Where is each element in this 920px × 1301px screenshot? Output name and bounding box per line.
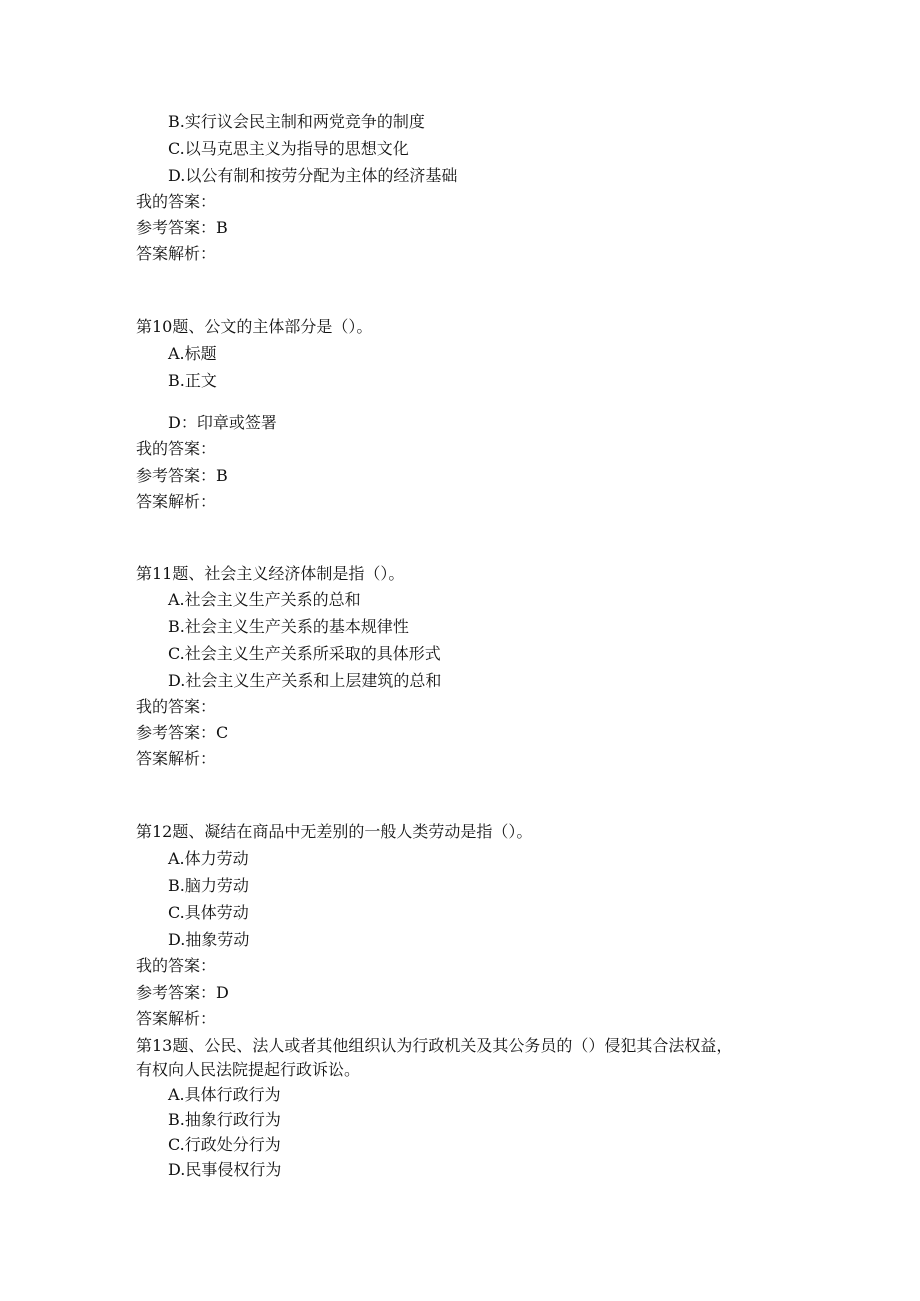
q9-explanation: 答案解析： [136, 244, 217, 263]
q13-option-b: B.抽象行政行为 [168, 1110, 281, 1129]
q13-option-d: D.民事侵权行为 [168, 1160, 282, 1179]
q10-question: 第10题、公文的主体部分是（）。 [136, 317, 373, 336]
q10-option-b: B.正文 [168, 371, 217, 390]
q10-my-answer: 我的答案： [136, 439, 217, 458]
q12-question: 第12题、凝结在商品中无差别的一般人类劳动是指（）。 [136, 822, 533, 841]
q10-reference-answer [136, 466, 228, 486]
q9-reference-answer [136, 218, 228, 238]
q11-explanation: 答案解析： [136, 749, 217, 768]
q13-question-line2: 有权向人民法院提起行政诉讼。 [136, 1060, 361, 1079]
q10-option-a: A.标题 [168, 344, 217, 363]
q11-my-answer: 我的答案： [136, 697, 217, 716]
q12-explanation: 答案解析： [136, 1009, 217, 1028]
reference-answer-value: B [216, 218, 228, 237]
q10-explanation: 答案解析： [136, 492, 217, 511]
q11-reference-answer [136, 723, 228, 743]
q12-option-c: C.具体劳动 [168, 903, 249, 922]
q10-option-d: D：印章或签署 [168, 413, 277, 432]
q12-reference-answer [136, 983, 229, 1003]
q12-option-d: D.抽象劳动 [168, 930, 250, 949]
reference-answer-value: D [216, 983, 229, 1002]
reference-answer-label: 参考答案： [136, 466, 217, 485]
q12-option-a: A.体力劳动 [168, 849, 249, 868]
reference-answer-value: B [216, 466, 228, 485]
q13-option-a: A.具体行政行为 [168, 1085, 281, 1104]
reference-answer-label: 参考答案： [136, 983, 217, 1002]
q9-option-c: C.以马克思主义为指导的思想文化 [168, 139, 409, 158]
q11-option-c: C.社会主义生产关系所采取的具体形式 [168, 644, 441, 663]
q13-question-line1: 第13题、公民、法人或者其他组织认为行政机关及其公务员的（）侵犯其合法权益， [136, 1036, 733, 1055]
q11-option-a: A.社会主义生产关系的总和 [168, 590, 361, 609]
q13-option-c: C.行政处分行为 [168, 1135, 281, 1154]
q12-option-b: B.脑力劳动 [168, 876, 249, 895]
reference-answer-value: C [216, 723, 229, 742]
q12-my-answer: 我的答案： [136, 956, 217, 975]
q9-option-b: B.实行议会民主制和两党竞争的制度 [168, 112, 425, 131]
q11-question: 第11题、社会主义经济体制是指（）。 [136, 564, 405, 583]
q11-option-d: D.社会主义生产关系和上层建筑的总和 [168, 671, 442, 690]
q9-my-answer: 我的答案： [136, 192, 217, 211]
reference-answer-label: 参考答案： [136, 723, 217, 742]
reference-answer-label: 参考答案： [136, 218, 217, 237]
q11-option-b: B.社会主义生产关系的基本规律性 [168, 617, 409, 636]
q9-option-d: D.以公有制和按劳分配为主体的经济基础 [168, 166, 458, 185]
